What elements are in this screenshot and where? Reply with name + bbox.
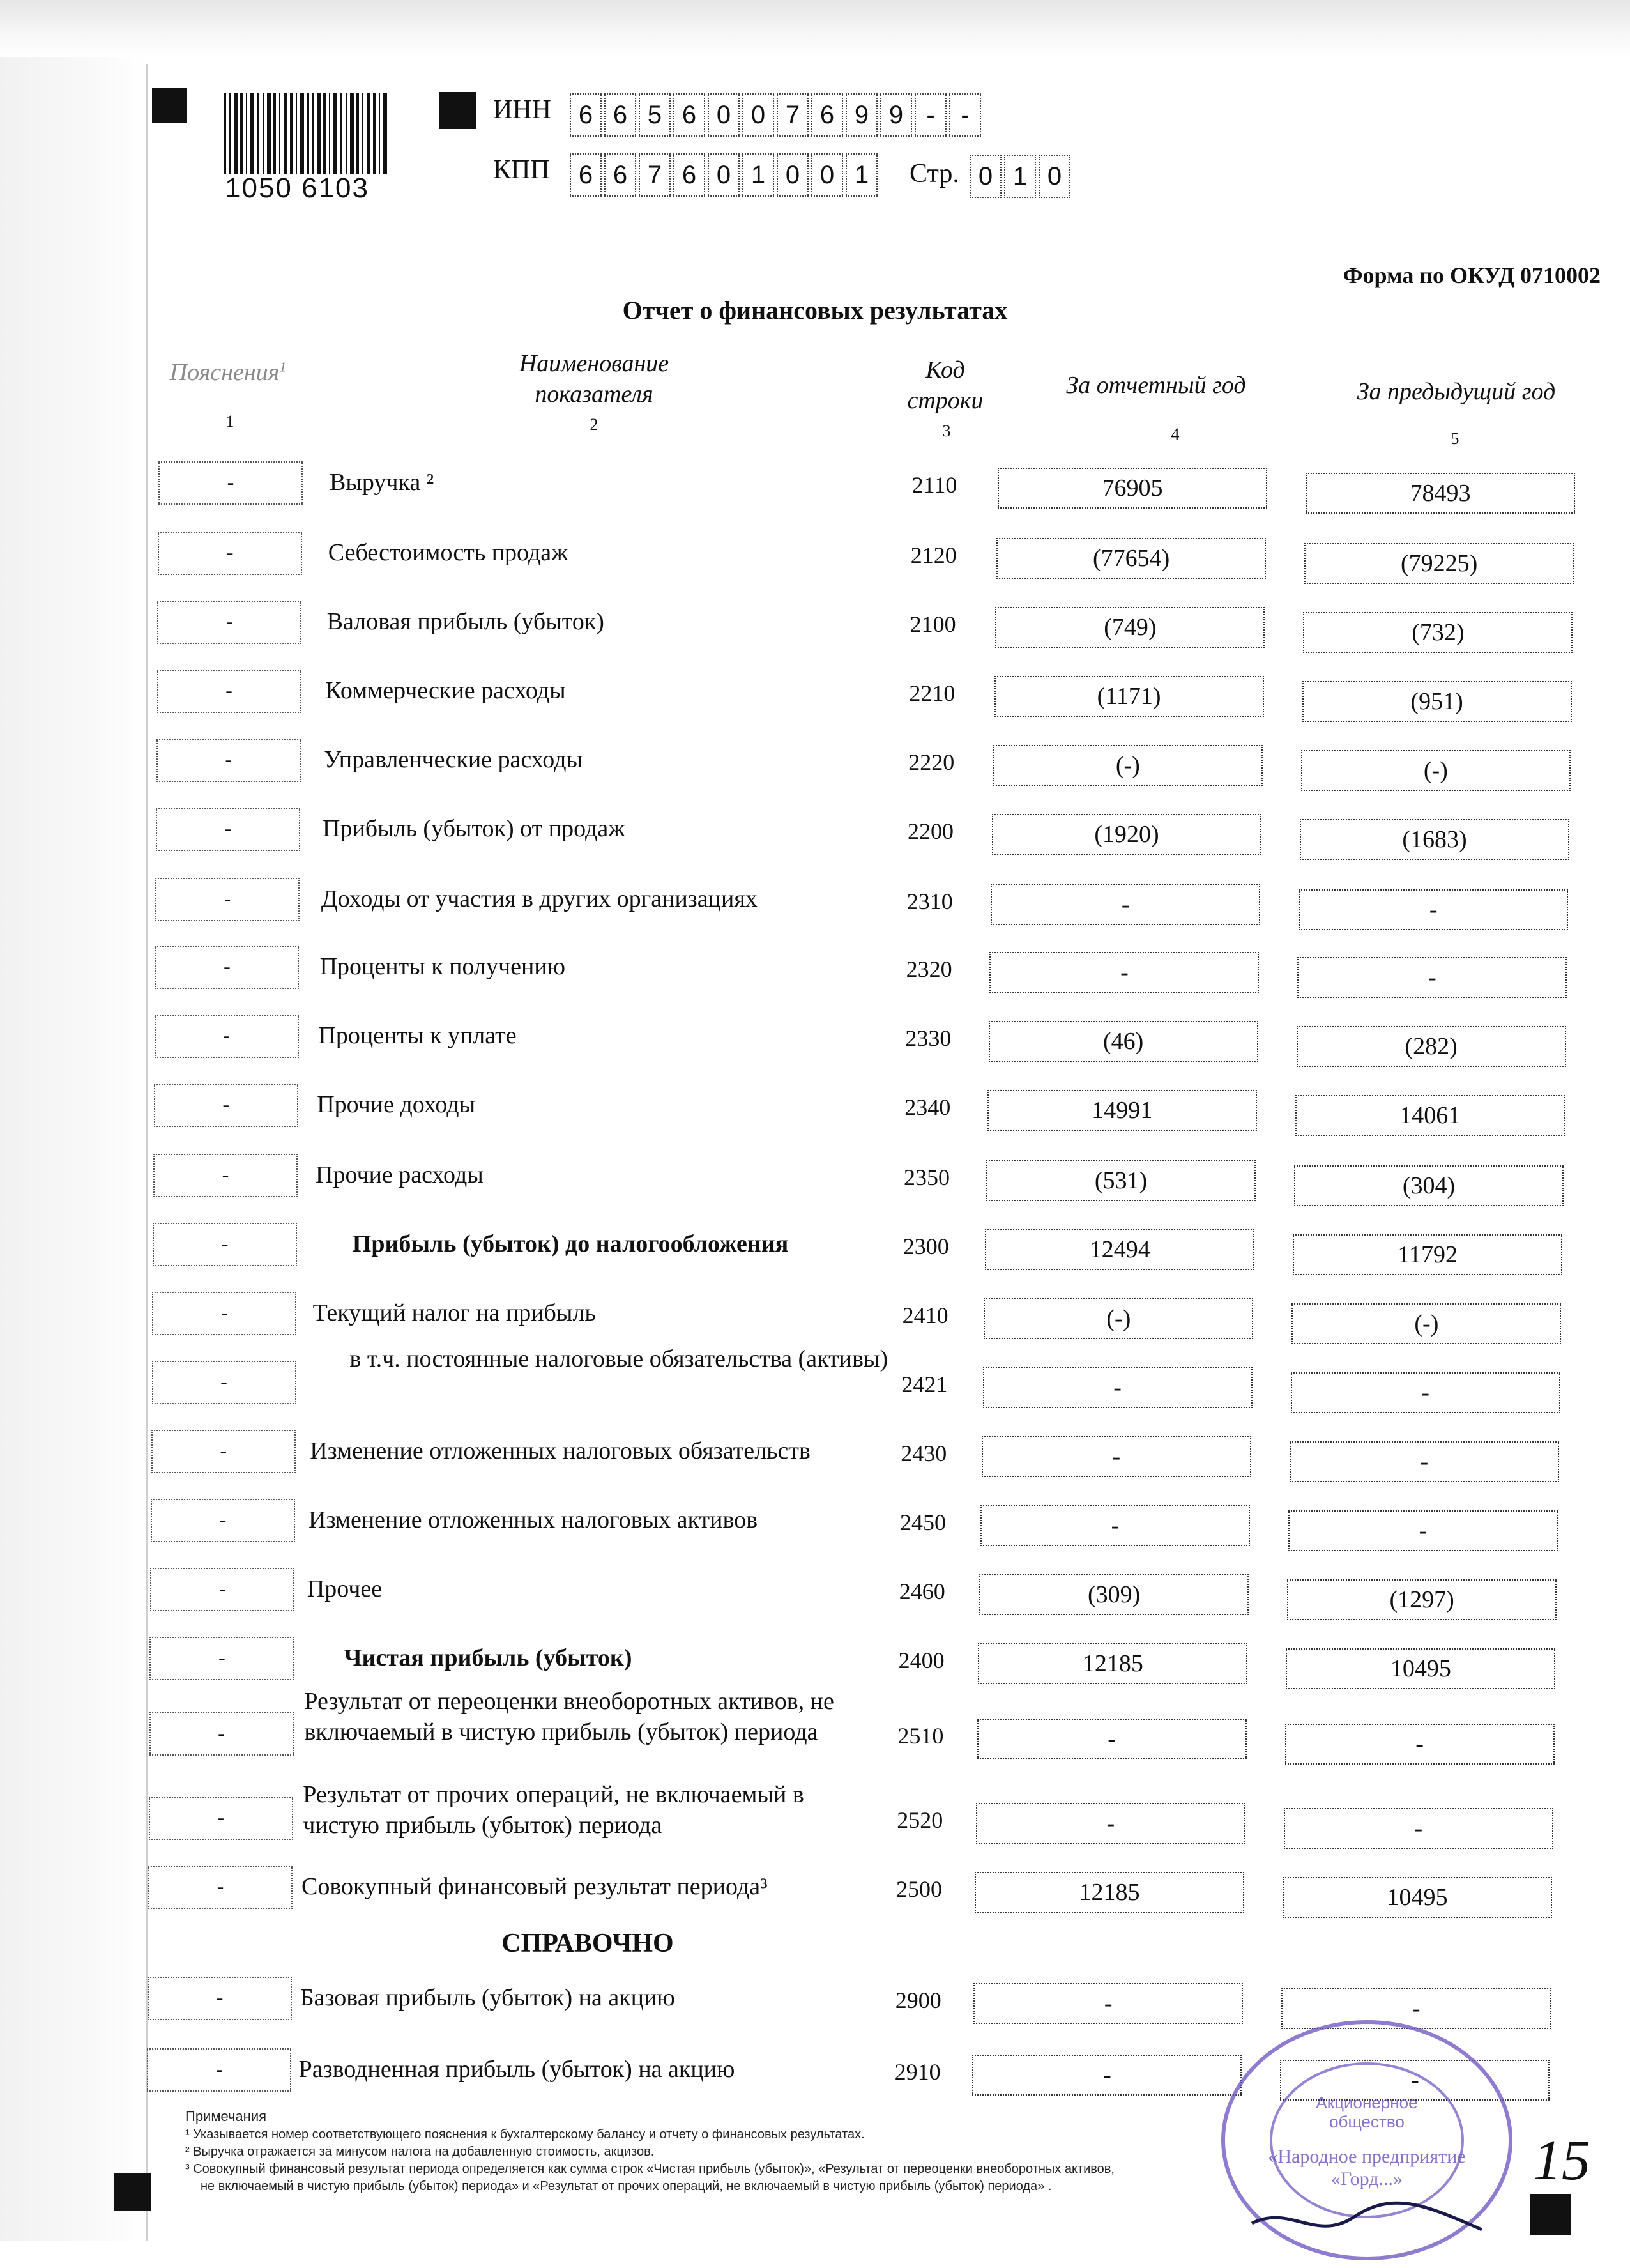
footnotes-heading: Примечания bbox=[185, 2108, 267, 2124]
row-code: 2110 bbox=[911, 472, 957, 498]
marker-square-bottom-left bbox=[114, 2173, 151, 2211]
row-note: - bbox=[153, 1223, 297, 1266]
inn-cells bbox=[570, 93, 984, 137]
kpp-cell: 1 bbox=[846, 153, 878, 197]
row-note: - bbox=[149, 1637, 294, 1680]
row-code: 2200 bbox=[908, 818, 954, 844]
column-header-name: Наименование показателя bbox=[519, 350, 669, 408]
row-value-current: (46) bbox=[989, 1021, 1258, 1062]
row-note: - bbox=[155, 878, 300, 921]
row-code: 2300 bbox=[903, 1234, 949, 1259]
row-value-current: - bbox=[983, 1367, 1253, 1408]
row-value-current: (531) bbox=[986, 1160, 1256, 1201]
column-header-code: Код строки bbox=[907, 356, 984, 414]
row-value-previous: (282) bbox=[1297, 1026, 1566, 1067]
row-code: 2350 bbox=[904, 1165, 950, 1190]
inn-cell: 0 bbox=[708, 93, 740, 137]
row-value-previous: (-) bbox=[1301, 750, 1571, 791]
row-code: 2520 bbox=[897, 1807, 943, 1833]
row-code: 2430 bbox=[901, 1441, 947, 1466]
row-name: Прибыль (убыток) до налогообложения bbox=[352, 1230, 789, 1257]
column-number-2: 2 bbox=[590, 415, 598, 434]
row-name: Изменение отложенных налоговых обязательств bbox=[310, 1437, 811, 1464]
marker-square-bottom-right bbox=[1530, 2194, 1571, 2235]
kpp-cell: 7 bbox=[639, 153, 671, 197]
row-note: - bbox=[151, 1499, 295, 1542]
row-note: - bbox=[156, 739, 301, 782]
column-header-current: За отчетный год bbox=[1066, 372, 1246, 399]
inn-cell: 6 bbox=[570, 93, 602, 137]
row-value-previous: - bbox=[1284, 1808, 1553, 1849]
row-value-current: (-) bbox=[993, 745, 1263, 786]
row-code: 2500 bbox=[896, 1876, 942, 1902]
row-value-current: (1920) bbox=[992, 814, 1261, 855]
row-name: Разводненная прибыль (убыток) на акцию bbox=[298, 2056, 735, 2083]
kpp-cell: 0 bbox=[811, 153, 843, 197]
row-name: Совокупный финансовый результат периода³ bbox=[301, 1873, 768, 1900]
column-number-1: 1 bbox=[225, 412, 234, 431]
row-name: в т.ч. постоянные налоговые обязательства (активы) bbox=[349, 1345, 888, 1372]
inn-cell: 6 bbox=[604, 93, 636, 137]
kpp-cells bbox=[570, 153, 880, 197]
column-number-5: 5 bbox=[1451, 429, 1459, 448]
page-title: Отчет о финансовых результатах bbox=[622, 296, 1008, 325]
barcode-number: 1050 6103 bbox=[225, 172, 369, 204]
row-code: 2310 bbox=[906, 889, 953, 914]
inn-cell: 9 bbox=[880, 93, 912, 137]
row-value-current: 76905 bbox=[998, 468, 1267, 509]
row-value-current: - bbox=[980, 1505, 1250, 1546]
row-name: Валовая прибыль (убыток) bbox=[326, 608, 604, 635]
row-code: 2340 bbox=[904, 1094, 951, 1120]
row-name: Доходы от участия в других организациях bbox=[321, 885, 758, 912]
row-value-previous: 11792 bbox=[1293, 1234, 1562, 1275]
row-value-previous: - bbox=[1299, 889, 1568, 930]
row-code: 2460 bbox=[899, 1579, 945, 1604]
row-value-current: 14991 bbox=[987, 1090, 1257, 1131]
row-name: Текущий налог на прибыль bbox=[312, 1299, 596, 1326]
footnotes bbox=[185, 2107, 1115, 2195]
stamp-line-1: Акционерное bbox=[1316, 2093, 1418, 2112]
row-note: - bbox=[156, 808, 300, 851]
row-value-current: 12494 bbox=[985, 1229, 1254, 1270]
row-value-previous: (732) bbox=[1303, 612, 1573, 653]
row-note: - bbox=[157, 601, 301, 644]
row-note: - bbox=[155, 1015, 299, 1058]
row-note: - bbox=[158, 532, 302, 575]
row-name: Базовая прибыль (убыток) на акцию bbox=[300, 1984, 675, 2011]
footnote-3b: не включаемый в чистую прибыль (убыток) периода» и «Результат от прочих операций, не включаемый в чистую прибыль (убыток) периода» . bbox=[201, 2179, 1052, 2193]
row-code: 2210 bbox=[909, 680, 956, 706]
row-name: Прочие доходы bbox=[317, 1091, 476, 1118]
row-code: 2910 bbox=[894, 2059, 941, 2085]
marker-square-left bbox=[152, 88, 187, 123]
footnote-2: ² Выручка отражается за минусом налога на добавленную стоимость, акцизов. bbox=[185, 2144, 655, 2159]
scan-top-edge bbox=[0, 0, 1630, 57]
row-value-previous: 78493 bbox=[1306, 473, 1575, 514]
row-code: 2330 bbox=[905, 1025, 952, 1051]
row-value-previous: - bbox=[1280, 2060, 1550, 2101]
row-name: Прибыль (убыток) от продаж bbox=[323, 815, 625, 842]
row-value-previous: - bbox=[1285, 1724, 1555, 1765]
inn-cell: 0 bbox=[742, 93, 774, 137]
row-value-previous: (-) bbox=[1291, 1303, 1561, 1344]
row-code: 2450 bbox=[900, 1510, 946, 1535]
inn-cell: 9 bbox=[846, 93, 878, 137]
row-value-current: (1171) bbox=[994, 676, 1264, 717]
company-stamp bbox=[1214, 2012, 1520, 2268]
row-value-previous: (304) bbox=[1294, 1165, 1564, 1206]
row-value-previous: - bbox=[1297, 957, 1567, 998]
inn-cell: 7 bbox=[777, 93, 809, 137]
row-note: - bbox=[152, 1292, 296, 1335]
inn-cell: - bbox=[949, 93, 981, 137]
row-code: 2320 bbox=[906, 956, 952, 982]
kpp-cell: 6 bbox=[673, 153, 705, 197]
row-note: - bbox=[152, 1361, 296, 1404]
row-code: 2120 bbox=[910, 542, 957, 568]
row-value-previous: 14061 bbox=[1295, 1095, 1565, 1136]
row-value-previous: (79225) bbox=[1304, 543, 1574, 584]
row-name: Себестоимость продаж bbox=[328, 539, 568, 566]
kpp-cell: 0 bbox=[777, 153, 809, 197]
column-header-notes: Пояснения$^1$ bbox=[169, 358, 287, 386]
row-value-current: - bbox=[977, 1719, 1247, 1759]
row-value-previous: 10495 bbox=[1286, 1648, 1555, 1689]
row-code: 2900 bbox=[895, 1988, 941, 2013]
inn-cell: 5 bbox=[639, 93, 671, 137]
kpp-cell: 6 bbox=[604, 153, 636, 197]
row-value-previous: (1683) bbox=[1300, 819, 1569, 860]
row-code: 2510 bbox=[897, 1723, 944, 1749]
row-name: Результат от прочих операций, не включаемый в чистую прибыль (убыток) периода bbox=[303, 1781, 804, 1839]
row-value-previous: (951) bbox=[1302, 681, 1572, 722]
row-name: Результат от переоценки внеоборотных активов, не включаемый в чистую прибыль (убыток) периода bbox=[304, 1688, 834, 1745]
footnote-1: ¹ Указывается номер соответствующего пояснения к бухгалтерскому балансу и отчету о финансовых результатах. bbox=[185, 2127, 865, 2142]
row-note: - bbox=[149, 1712, 294, 1756]
row-value-previous: - bbox=[1281, 1988, 1551, 2029]
row-value-current: - bbox=[991, 884, 1260, 925]
page-cells bbox=[970, 155, 1073, 198]
row-value-current: - bbox=[989, 952, 1259, 993]
row-name: Коммерческие расходы bbox=[325, 677, 566, 704]
row-code: 2400 bbox=[898, 1648, 945, 1673]
row-note: - bbox=[148, 1866, 293, 1909]
kpp-cell: 0 bbox=[708, 153, 740, 197]
row-name: Проценты к получению bbox=[319, 953, 566, 980]
row-name: Управленческие расходы bbox=[324, 746, 583, 773]
row-name: Выручка ² bbox=[330, 469, 434, 496]
inn-label: ИНН bbox=[493, 95, 551, 125]
row-value-previous: - bbox=[1288, 1510, 1558, 1551]
row-value-previous: (1297) bbox=[1287, 1579, 1557, 1620]
page-cell: 0 bbox=[1039, 155, 1070, 198]
kpp-label: КПП bbox=[493, 155, 550, 185]
row-code: 2421 bbox=[901, 1372, 948, 1397]
row-value-current: - bbox=[976, 1803, 1245, 1844]
row-value-current: - bbox=[982, 1436, 1251, 1477]
row-note: - bbox=[155, 946, 299, 989]
row-code: 2100 bbox=[910, 611, 956, 637]
inn-cell: - bbox=[915, 93, 947, 137]
row-value-current: (-) bbox=[984, 1298, 1253, 1339]
row-note: - bbox=[148, 1977, 292, 2020]
row-note: - bbox=[158, 461, 303, 505]
row-note: - bbox=[150, 1568, 294, 1611]
barcode-icon bbox=[224, 93, 390, 174]
row-name: Проценты к уплате bbox=[318, 1022, 517, 1049]
row-note: - bbox=[147, 2048, 291, 2092]
row-value-previous: 10495 bbox=[1283, 1877, 1552, 1918]
inn-cell: 6 bbox=[673, 93, 705, 137]
row-value-current: (77654) bbox=[996, 538, 1266, 579]
row-code: 2410 bbox=[902, 1303, 948, 1328]
okud-code: Форма по ОКУД 0710002 bbox=[1343, 263, 1601, 288]
page-number: 15 bbox=[1533, 2129, 1590, 2192]
inn-cell: 6 bbox=[811, 93, 843, 137]
row-note: - bbox=[149, 1797, 293, 1840]
kpp-cell: 6 bbox=[570, 153, 602, 197]
page-label: Стр. bbox=[910, 159, 959, 188]
row-value-previous: - bbox=[1291, 1372, 1560, 1413]
column-number-4: 4 bbox=[1171, 425, 1180, 443]
stamp-line-4: «Горд...» bbox=[1330, 2168, 1403, 2189]
reference-title: СПРАВОЧНО bbox=[501, 1929, 674, 1958]
row-value-current: (309) bbox=[979, 1574, 1249, 1615]
row-code: 2220 bbox=[908, 749, 955, 775]
row-value-current: 12185 bbox=[975, 1872, 1244, 1913]
page-cell: 1 bbox=[1004, 155, 1036, 198]
marker-square-top bbox=[439, 92, 476, 129]
row-value-current: - bbox=[972, 2055, 1242, 2096]
row-note: - bbox=[157, 670, 301, 713]
row-note: - bbox=[153, 1154, 298, 1197]
row-value-current: - bbox=[973, 1983, 1243, 2024]
kpp-cell: 1 bbox=[742, 153, 774, 197]
row-name: Прочее bbox=[307, 1575, 383, 1602]
page-cell: 0 bbox=[970, 155, 1002, 198]
stamp-line-3: «Народное предприятие bbox=[1268, 2146, 1466, 2167]
column-header-previous: За предыдущий год bbox=[1357, 378, 1556, 405]
row-name: Чистая прибыль (убыток) bbox=[344, 1644, 632, 1671]
row-value-previous: - bbox=[1290, 1441, 1559, 1482]
row-value-current: (749) bbox=[995, 607, 1265, 648]
row-note: - bbox=[151, 1430, 296, 1473]
stamp-line-2: общество bbox=[1329, 2112, 1405, 2131]
footnote-3a: ³ Совокупный финансовый результат периода определяется как сумма строк «Чистая прибыль (убыток)», «Результат от переоценки внеоборотных активов, bbox=[185, 2161, 1115, 2176]
row-name: Изменение отложенных налоговых активов bbox=[308, 1506, 758, 1533]
row-note: - bbox=[154, 1084, 298, 1127]
scan-left-edge bbox=[0, 57, 147, 2241]
scan-fold-line bbox=[146, 64, 148, 2241]
column-number-3: 3 bbox=[942, 422, 951, 440]
row-name: Прочие расходы bbox=[316, 1161, 484, 1188]
row-value-current: 12185 bbox=[978, 1643, 1247, 1684]
